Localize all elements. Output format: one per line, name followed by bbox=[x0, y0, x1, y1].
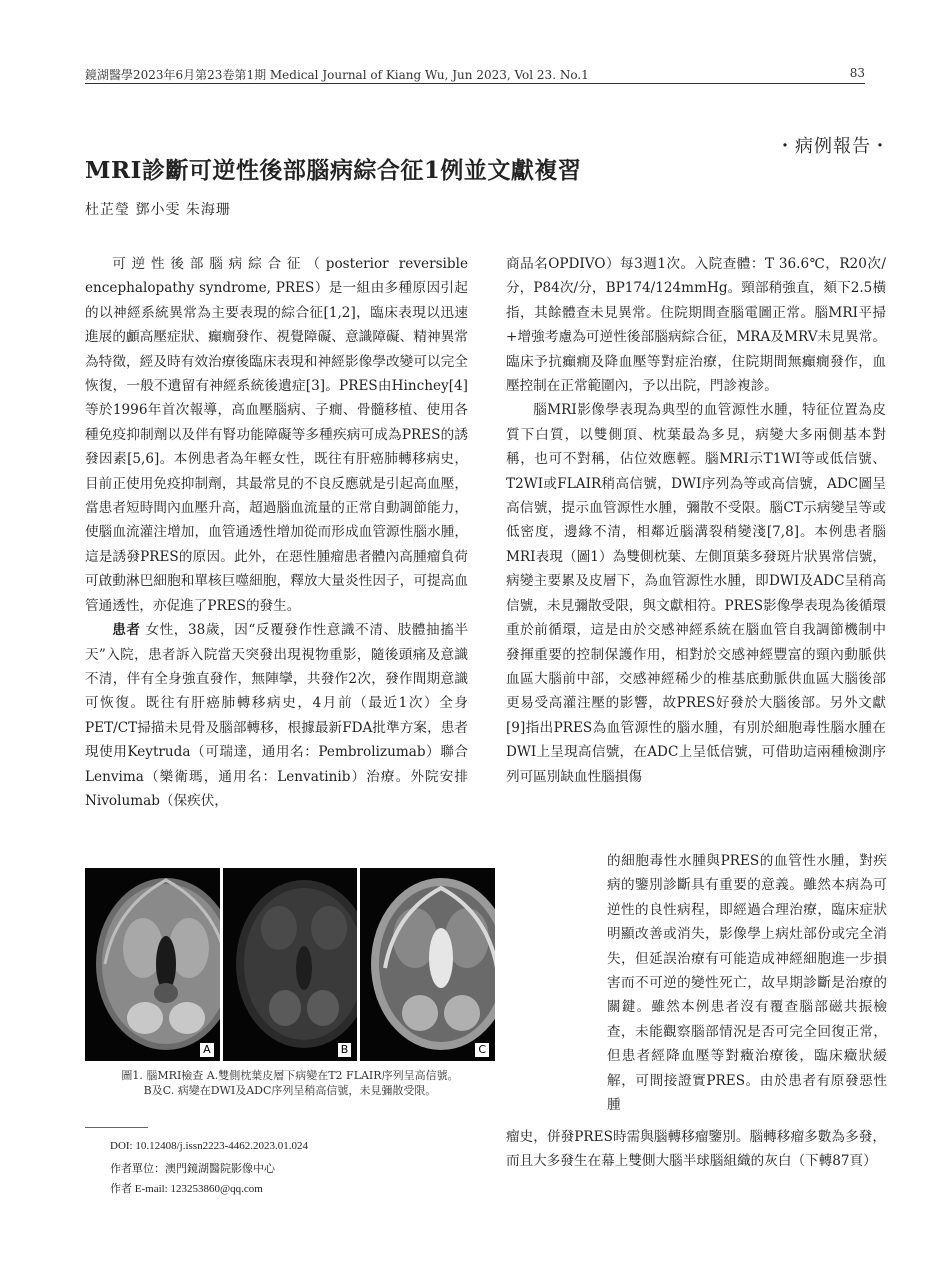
left-column bbox=[85, 252, 468, 813]
page-number: 83 bbox=[849, 66, 865, 80]
doi-footnote: DOI: 10.12408/j.issn2223-4462.2023.01.024 bbox=[110, 1140, 308, 1152]
author-list: 杜芷瑩 鄧小雯 朱海珊 bbox=[85, 202, 231, 218]
figure-caption bbox=[85, 1068, 495, 1098]
imaging-paragraph-continued: 的細胞毒性水腫與PRES的血管性水腫，對疾病的鑒別診斷具有重要的意義。雖然本病為可逆性的良性病程，即經過合理治療，臨床症狀明顯改善或消失，影像學上病灶部份或完全消失，但延誤治療有可能造成神經細胞進一步損害而不可逆的變性死亡，故早期診斷是治療的關鍵。雖然本例患者沒有覆查腦部磁共振檢查，未能觀察腦部情況是否可完全回復正常，但患者經降血壓等對癥治療後，臨床癥狀緩解，可間接證實PRES。由於患者有原發惡性腫 bbox=[607, 853, 887, 1114]
article-title: MRI診斷可逆性後部腦病綜合征1例並文獻複習 bbox=[85, 157, 582, 184]
footnote-rule bbox=[85, 1127, 148, 1128]
running-header: 鏡湖醫學2023年6月第23卷第1期 Medical Journal of Kiang Wu, Jun 2023, Vol 23. No.1 bbox=[85, 68, 589, 82]
figure-caption-line-1: 圖1. 腦MRI檢查 A.雙側枕葉皮層下病變在T2 FLAIR序列呈高信號。 bbox=[121, 1069, 459, 1082]
mri-image-c bbox=[360, 868, 495, 1061]
case-paragraph bbox=[85, 618, 468, 813]
intro-paragraph: 可逆性後部腦病綜合征（posterior reversible encephalopathy syndrome, PRES）是一組由多種原因引起的以神經系統異常為主要表現的綜合征[1,2]，臨床表現以迅速進展的顱高壓症狀、癲癇發作、視覺障礙、意識障礙、精神異常為特徵，經及時有效治療後臨床表現和神經影像學改變可以完全恢復，一般不遺留有神經系統後遺症[3]。PRES由Hinchey[4]等於1996年首次報導，高血壓腦病、子癇、骨髓移植、使用各種免疫抑制劑以及伴有腎功能障礙等多種疾病可成為PRES的誘發因素[5,6]。本例患者為年輕女性，既往有肝癌肺轉移病史，目前正使用免疫抑制劑，其最常見的不良反應就是引起高血壓，當患者短時間內血壓升高，超過腦血流量的正常自動調節能力，使腦血流灌注增加，血管通透性增加從而形成血管源性腦水腫，這是誘發PRES的原因。此外，在惡性腫瘤患者體內高腫瘤負荷可啟動淋巴細胞和單核巨噬細胞，釋放大量炎性因子，可提高血管通透性，亦促進了PRES的發生。 bbox=[85, 256, 468, 614]
mri-panel-c bbox=[360, 868, 495, 1061]
right-column-wrap bbox=[607, 849, 887, 1117]
panel-label-a: A bbox=[200, 1043, 214, 1057]
email-footnote: 作者 E-mail: 123253860@qq.com bbox=[110, 1183, 263, 1195]
mri-panel-b bbox=[223, 868, 358, 1061]
header-rule bbox=[85, 83, 865, 84]
section-label: ・病例報告・ bbox=[776, 136, 890, 157]
right-column-top bbox=[506, 252, 886, 789]
panel-label-b: B bbox=[338, 1043, 352, 1057]
case-text: 女性，38歲，因“反覆發作性意識不清、肢體抽搐半天”入院，患者訴入院當天突發出現視物重影，隨後頭痛及意識不清，伴有全身強直發作，無陣攣，共發作2次，發作間期意識可恢復。既往有肝癌肺轉移病史，4月前（最近1次）全身PET/CT掃描未見骨及腦部轉移，根據最新FDA批準方案，患者現使用Keytruda（可瑞達，通用名：Pembrolizumab）聯合Lenvima（樂衛瑪，通用名：Lenvatinib）治療。外院安排Nivolumab（保疾伏， bbox=[85, 622, 468, 809]
mri-image-a bbox=[85, 868, 220, 1061]
figure-caption-line-2: B及C. 病變在DWI及ADC序列呈稍高信號，未見彌散受限。 bbox=[143, 1084, 437, 1097]
panel-label-c: C bbox=[475, 1043, 489, 1057]
case-continued-paragraph: 商品名OPDIVO）每3週1次。入院查體：T 36.6℃，R20次/分，P84次/分，BP174/124mmHg。頸部稍強直，頦下2.5橫指，其餘體查未見異常。住院期間查腦電圖正常。腦MRI平掃+增強考慮為可逆性後部腦病綜合征，MRA及MRV未見異常。臨床予抗癲癇及降血壓等對症治療，住院期間無癲癇發作，血壓控制在正常範圍內，予以出院，門診複診。 bbox=[506, 256, 886, 395]
case-label: 患者 bbox=[112, 622, 141, 639]
mri-image-b bbox=[223, 868, 358, 1061]
right-column-bottom bbox=[506, 1125, 886, 1174]
imaging-paragraph: 腦MRI影像學表現為典型的血管源性水腫，特征位置為皮質下白質，以雙側頂、枕葉最為多見，病變大多兩側基本對稱，也可不對稱，佔位效應輕。腦MRI示T1WI等或低信號、T2WI或FLAIR稍高信號，DWI序列為等或高信號，ADC圖呈高信號，提示血管源性水腫，彌散不受限。腦CT示病變呈等或低密度，邊緣不清，相鄰近腦溝裂稍變淺[7,8]。本例患者腦MRI表現（圖1）為雙側枕葉、左側頂葉多發斑片狀異常信號，病變主要累及皮層下，為血管源性水腫，即DWI及ADC呈稍高信號，未見彌散受限，與文獻相符。PRES影像學表現為後循環重於前循環，這是由於交感神經系統在腦血管自我調節機制中發揮重要的控制保護作用，相對於交感神經豐富的頸內動脈供血區大腦前中部，交感神經稀少的椎基底動脈供血區大腦後部更易受高灌注壓的影響，故PRES好發於大腦後部。另外文獻[9]指出PRES為血管源性的腦水腫，有別於細胞毒性腦水腫在DWI上呈現高信號，在ADC上呈低信號，可借助這兩種檢測序列可區別缺血性腦損傷 bbox=[506, 402, 886, 785]
mri-panel-a bbox=[85, 868, 220, 1061]
affiliation-footnote: 作者單位：澳門鏡湖醫院影像中心 bbox=[110, 1163, 275, 1175]
imaging-paragraph-end: 瘤史，併發PRES時需與腦轉移瘤鑒別。腦轉移瘤多數為多發，而且大多發生在幕上雙側大腦半球腦組織的灰白（下轉87頁） bbox=[506, 1129, 886, 1170]
mri-figure bbox=[85, 868, 495, 1061]
